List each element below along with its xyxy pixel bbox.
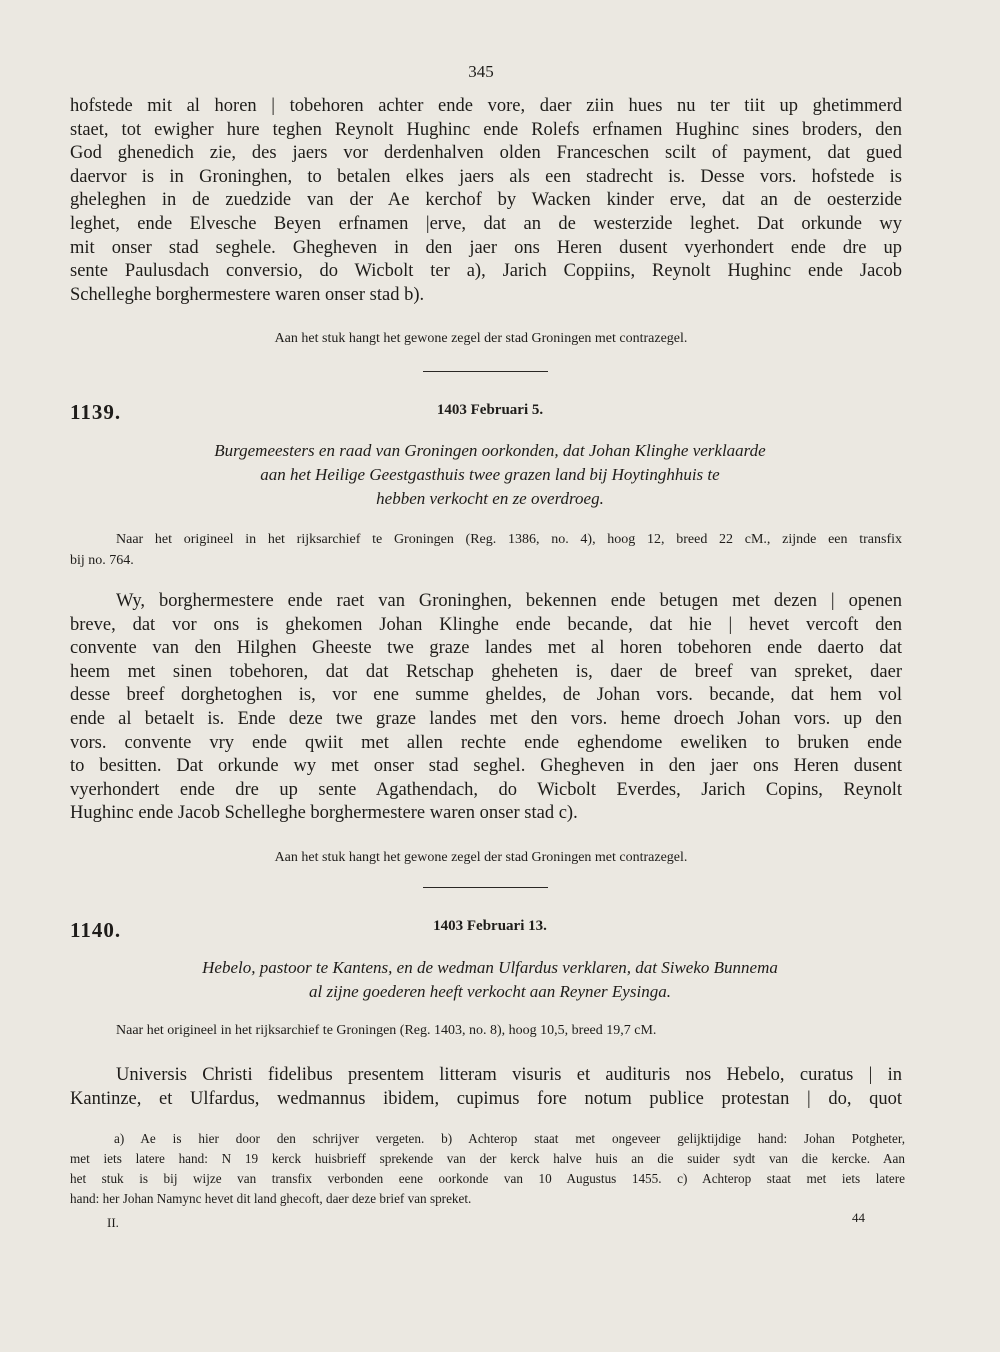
text-line: sente Paulusdach conversio, do Wicbolt ter a), Jarich Coppiins, Reynolt Hughinc ende Jacob — [70, 261, 902, 282]
section-divider — [423, 887, 548, 888]
charter-text — [70, 1064, 902, 1111]
charter-summary — [100, 956, 880, 1004]
text-line: staet, tot ewigher hure teghen Reynolt Hughinc ende Rolefs erfnamen Hughinc sines broders, den — [70, 119, 902, 140]
text-line: heem met sinen tobehoren, dat dat Retschap gheheten is, daer de breef van spreket, daer — [70, 661, 902, 682]
text-line: convente van den Hilghen Gheeste twe graze landes met al horen tobehoren ende daerto dat — [70, 638, 902, 659]
summary-line: aan het Heilige Geestgasthuis twee grazen land bij Hoytinghhuis te — [260, 465, 720, 484]
summary-line: Hebelo, pastoor te Kantens, en de wedman Ulfardus verklaren, dat Siweko Bunnema — [202, 958, 778, 977]
text-line: daervor is in Groninghen, to betalen elkes jaers als een stadrecht is. Desse vors. hofstede is — [70, 166, 902, 187]
continued-charter-text — [70, 95, 902, 307]
seal-note: Aan het stuk hangt het gewone zegel der stad Groningen met contrazegel. — [274, 850, 688, 865]
text-line: vyerhondert ende dre up sente Agathendach, do Wicbolt Everdes, Jarich Copins, Reynolt — [70, 779, 902, 800]
text-line: Kantinze, et Ulfardus, wedmannus ibidem, cupimus fore notum publice protestan | do, quot — [70, 1088, 902, 1109]
footnotes — [70, 1129, 905, 1209]
text-line: Hughinc ende Jacob Schelleghe borghermestere waren onser stad c). — [70, 803, 578, 824]
text-line: hofstede mit al horen | tobehoren achter ende vore, daer ziin hues nu ter tiit up ghetimmerd — [70, 96, 902, 116]
summary-line: al zijne goederen heeft verkocht aan Reyner Eysinga. — [309, 982, 671, 1001]
text-line: desse breef dorghetoghen is, vor ene summe gheldes, de Johan vors. becande, dat hem vol — [70, 685, 902, 706]
footnote-line: het stuk is bij wijze van transfix verbonden eene oorkonde van 10 Augustus 1455. c) Achterop staat met iets latere — [70, 1171, 905, 1186]
text-line: leghet, ende Elvesche Beyen erfnamen |erve, dat an de westerzide leghet. Dat orkunde wy — [70, 213, 902, 234]
footnote-line: met iets latere hand: N 19 kerck huisbrieff sprekende van der kerck halve huis an die suider sydt van die kercke. Aan — [70, 1151, 905, 1166]
charter-number: 1139. — [70, 400, 122, 424]
text-line: God ghenedich zie, des jaers vor derdenhalven olden Franceschen scilt of payment, dat gued — [70, 143, 902, 164]
footnote-line: a) Ae is hier door den schrijver vergeten. b) Achterop staat met ongeveer gelijktijdige hand: Johan Potgheter, — [114, 1131, 905, 1146]
source-note — [70, 1020, 902, 1041]
text-line: mit onser stad seghele. Ghegheven in den jaer ons Heren dusent vyerhondert ende dre up — [70, 237, 902, 258]
seal-note: Aan het stuk hangt het gewone zegel der stad Groningen met contrazegel. — [274, 331, 688, 346]
text-line: vors. convente vry ende qwiit met allen rechte ende eghendome eweliken to bruken ende — [70, 732, 902, 753]
signature-mark: II. — [107, 1215, 119, 1230]
summary-line: hebben verkocht en ze overdroeg. — [376, 489, 604, 508]
text-line: Universis Christi fidelibus presentem litteram visuris et audituris nos Hebelo, curatus | in — [116, 1065, 902, 1085]
source-note — [70, 529, 902, 571]
text-line: Schelleghe borghermestere waren onser stad b). — [70, 284, 425, 305]
text-line: ende al betaelt is. Ende deze twe graze landes met den vors. heme droech Johan vors. up den — [70, 708, 902, 729]
text-line: gheleghen in de zuedzide van der Ae kerchof by Wacken kinder erve, dat an de oesterzide — [70, 190, 902, 211]
footnote-line: hand: her Johan Namync hevet dit land ghecoft, daer deze brief van spreket. — [70, 1191, 472, 1206]
source-line: bij no. 764. — [70, 553, 134, 568]
summary-line: Burgemeesters en raad van Groningen oorkonden, dat Johan Klinghe verklaarde — [214, 441, 766, 460]
sheet-number: 44 — [852, 1210, 865, 1225]
text-line: to besitten. Dat orkunde wy met onser stad seghel. Ghegheven in den jaer ons Heren dusent — [70, 756, 902, 777]
charter-date: 1403 Februari 5. — [436, 402, 544, 418]
charter-date: 1403 Februari 13. — [433, 918, 547, 934]
charter-number: 1140. — [70, 918, 122, 942]
section-divider — [423, 371, 548, 372]
text-line: Wy, borghermestere ende raet van Groninghen, bekennen ende betugen met dezen | openen — [116, 591, 902, 611]
text-line: breve, dat vor ons is ghekomen Johan Klinghe ende becande, dat hie | hevet vercoft den — [70, 614, 902, 635]
charter-text — [70, 590, 902, 826]
charter-summary — [100, 439, 880, 511]
page-number: 345 — [468, 62, 494, 81]
source-line: Naar het origineel in het rijksarchief te Groningen (Reg. 1386, no. 4), hoog 12, breed 22 cM., zijnde een transfix — [116, 532, 902, 547]
source-line: Naar het origineel in het rijksarchief te Groningen (Reg. 1403, no. 8), hoog 10,5, breed 19,7 cM. — [116, 1023, 657, 1038]
